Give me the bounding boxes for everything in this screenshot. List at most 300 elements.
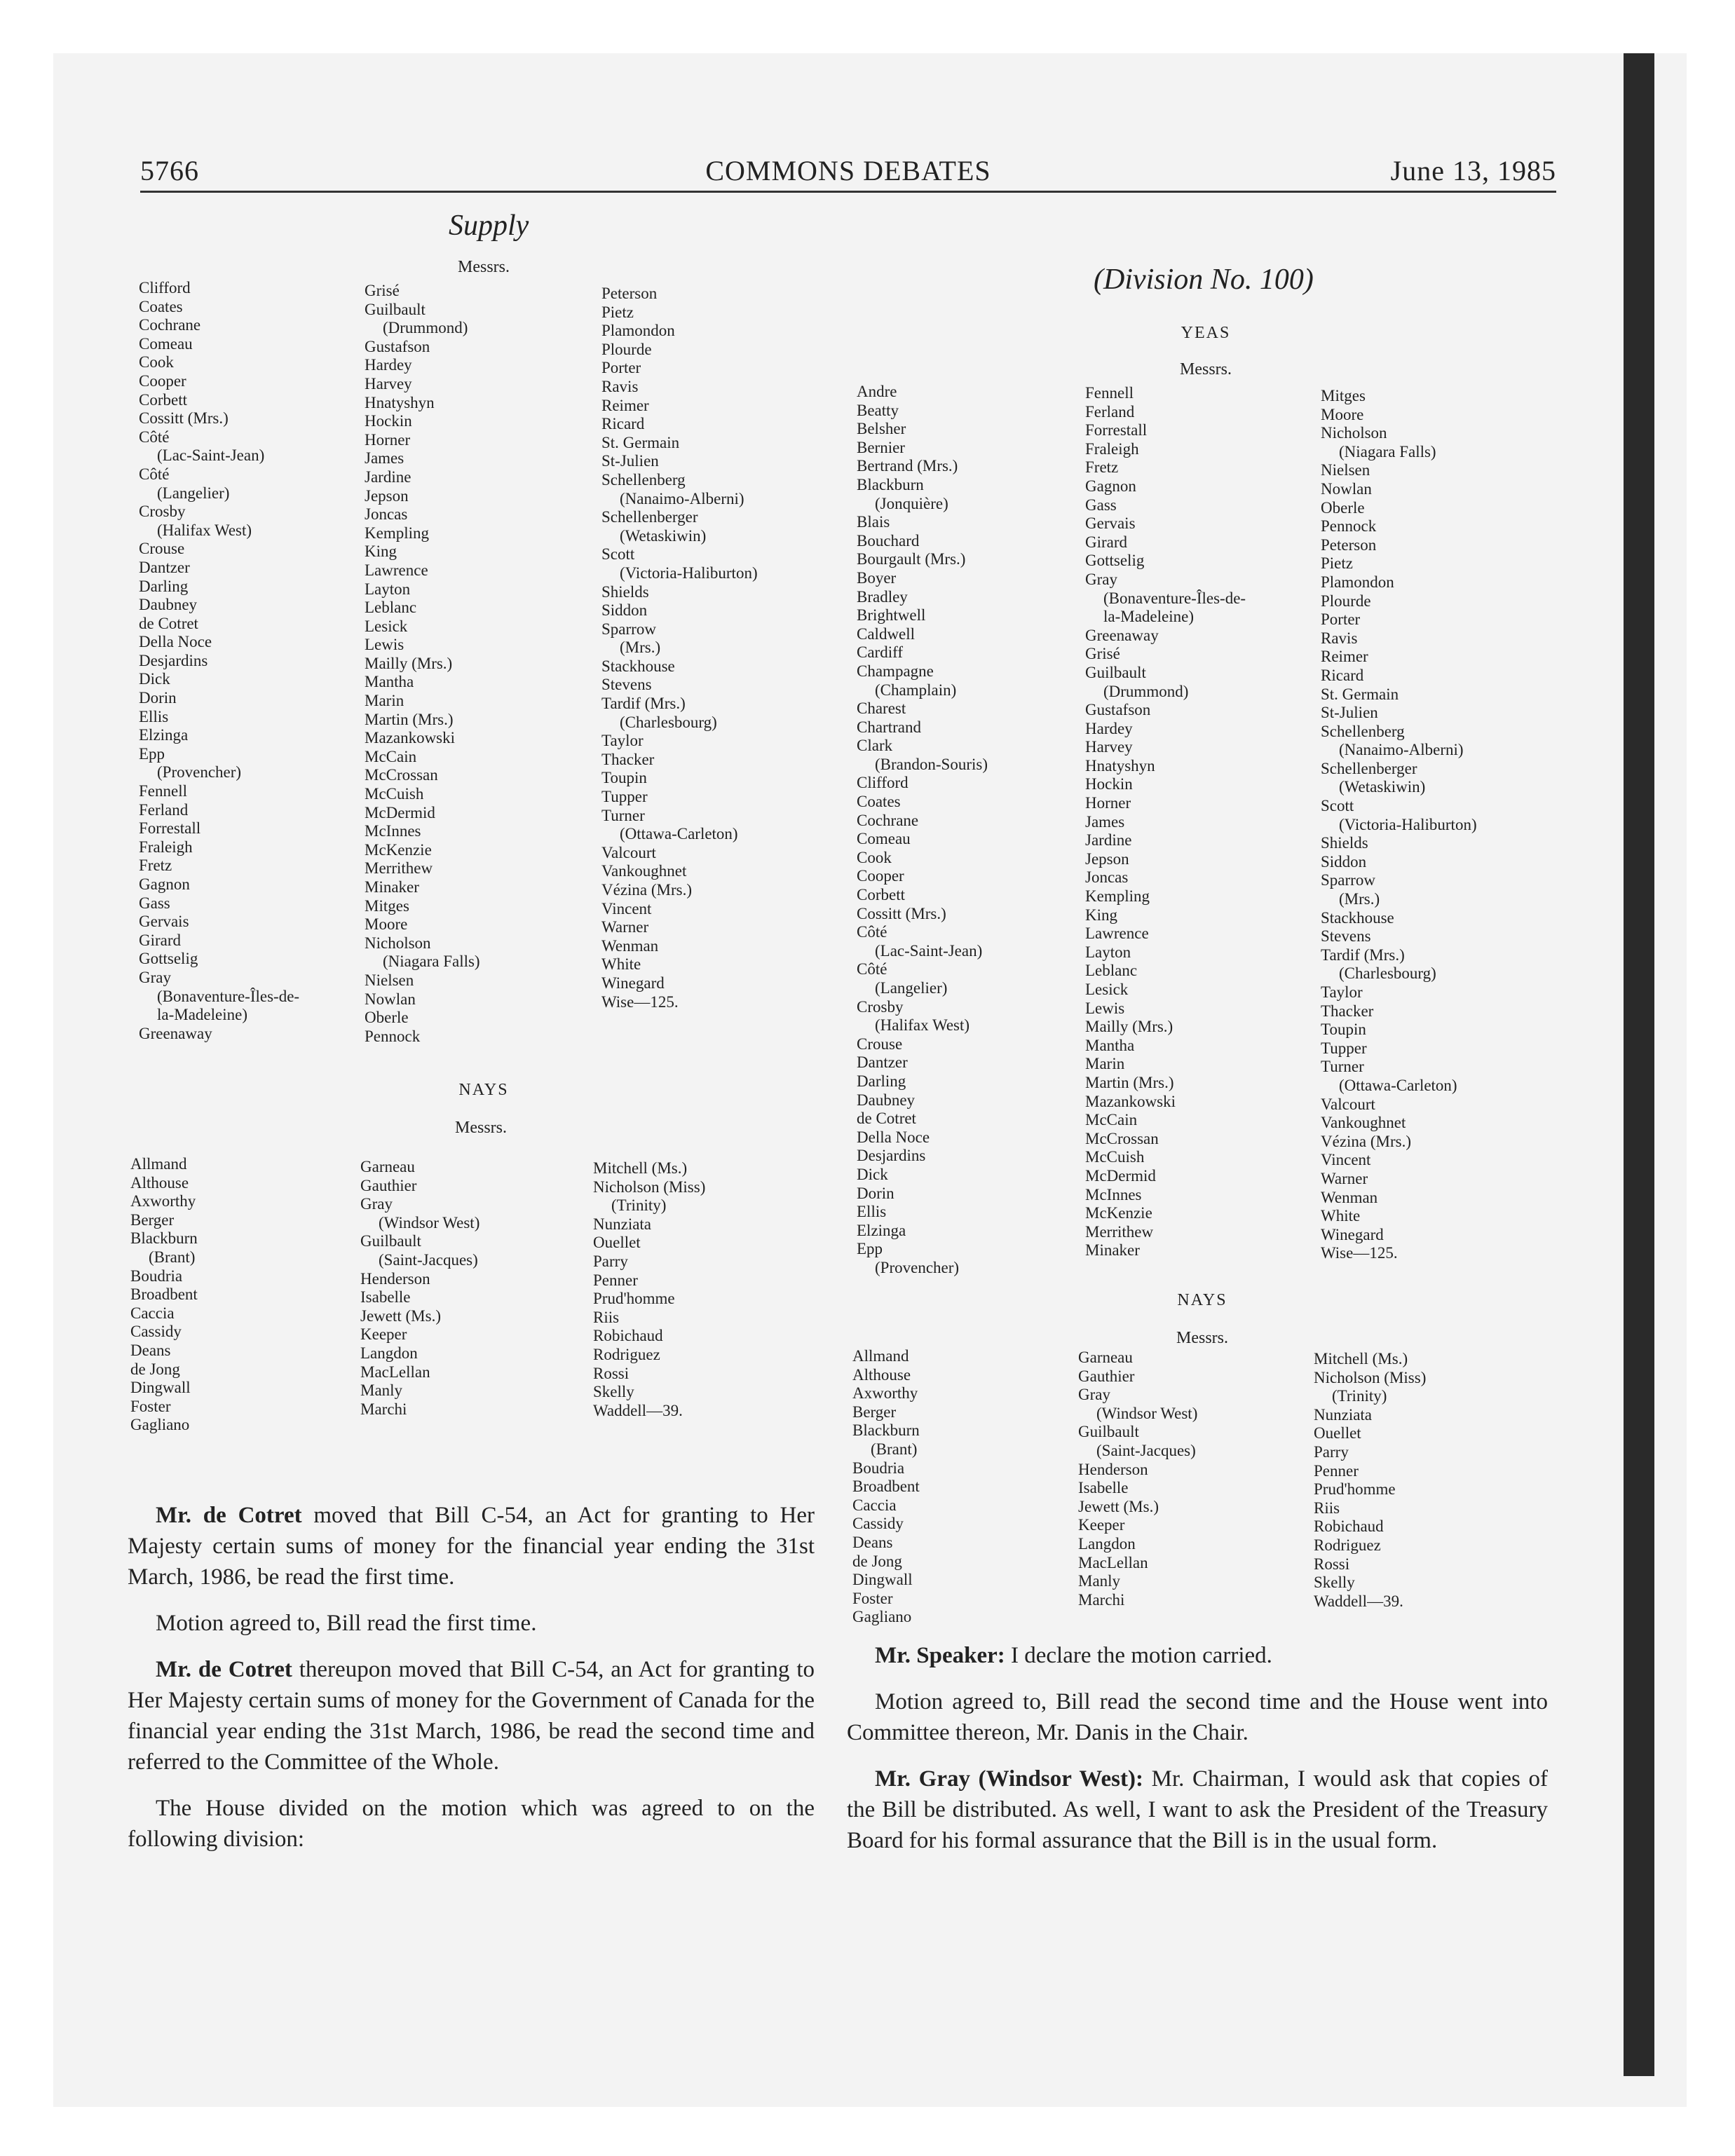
member-name: Girard bbox=[139, 931, 182, 949]
member-name: Skelly bbox=[593, 1383, 634, 1401]
member-name: Girard bbox=[1085, 533, 1128, 551]
member-name: Caccia bbox=[130, 1304, 175, 1322]
member-name: Harvey bbox=[1085, 738, 1133, 756]
paragraph-text: Motion agreed to, Bill read the second time and the House went into Committee thereon, Mr. Danis in the Chair. bbox=[847, 1689, 1548, 1745]
member-name: Dorin bbox=[139, 689, 177, 707]
member-name: Vankoughnet bbox=[601, 862, 687, 880]
member-name: Corbett bbox=[857, 886, 905, 904]
member-name: Scott bbox=[601, 545, 635, 564]
member-name: Coates bbox=[139, 297, 183, 315]
member-name: Beatty bbox=[857, 401, 899, 419]
member-name: Epp bbox=[857, 1240, 883, 1258]
member-name: Minaker bbox=[1085, 1241, 1140, 1260]
member-name: Tupper bbox=[1321, 1039, 1367, 1057]
member-name: Ellis bbox=[857, 1203, 887, 1221]
member-name: Vincent bbox=[1321, 1151, 1371, 1169]
member-name: Moore bbox=[365, 915, 408, 934]
member-name: Ravis bbox=[601, 377, 639, 395]
member-name: Gray bbox=[1085, 570, 1117, 588]
member-name: Crouse bbox=[139, 540, 185, 558]
member-name: Allmand bbox=[852, 1347, 909, 1365]
member-name: Hockin bbox=[365, 412, 412, 430]
member-name: Dick bbox=[857, 1165, 888, 1183]
member-name: Boudria bbox=[852, 1459, 905, 1477]
member-name: Peterson bbox=[601, 285, 658, 302]
member-name: Jepson bbox=[365, 486, 409, 505]
member-name: Ferland bbox=[1085, 402, 1135, 421]
riding-name: (Mrs.) bbox=[1339, 890, 1380, 908]
right-yeas-label: Messrs. bbox=[1179, 360, 1232, 378]
member-name: Berger bbox=[130, 1210, 175, 1229]
member-name: Gauthier bbox=[360, 1176, 417, 1194]
member-name: Cochrane bbox=[139, 316, 201, 334]
page-date: June 13, 1985 bbox=[1390, 155, 1556, 186]
member-name: Turner bbox=[1321, 1058, 1364, 1076]
member-name: Shields bbox=[1321, 834, 1368, 852]
member-name: Nicholson bbox=[1321, 424, 1387, 442]
riding-name: (Ottawa-Carleton) bbox=[1339, 1076, 1457, 1094]
member-name: Kempling bbox=[1085, 887, 1150, 906]
member-name: McKenzie bbox=[1085, 1204, 1152, 1222]
member-name: Reimer bbox=[1321, 648, 1368, 666]
member-name: Guilbault bbox=[1085, 663, 1146, 681]
right-nays-label: Messrs. bbox=[1176, 1329, 1228, 1347]
member-name: Isabelle bbox=[360, 1288, 411, 1306]
member-name: Cossitt (Mrs.) bbox=[857, 904, 946, 922]
member-name: Porter bbox=[1321, 610, 1361, 629]
member-name: Grisé bbox=[365, 282, 400, 299]
member-name: Siddon bbox=[601, 601, 648, 620]
member-name: Althouse bbox=[130, 1173, 189, 1192]
member-name: Blais bbox=[857, 513, 890, 531]
member-name: Rossi bbox=[593, 1364, 630, 1382]
member-name: Vankoughnet bbox=[1321, 1114, 1406, 1132]
member-name: Gray bbox=[360, 1195, 393, 1213]
member-name: James bbox=[1085, 812, 1125, 831]
member-name: Warner bbox=[601, 918, 649, 936]
member-name: Wise—125. bbox=[601, 992, 679, 1011]
member-name: Dingwall bbox=[130, 1379, 191, 1397]
member-name: Riis bbox=[593, 1308, 620, 1326]
speaker-name: Mr. Speaker: bbox=[875, 1643, 1005, 1668]
member-name: Lawrence bbox=[1085, 925, 1149, 943]
member-name: Deans bbox=[852, 1533, 893, 1551]
member-name: Fraleigh bbox=[139, 838, 193, 856]
member-name: Peterson bbox=[1321, 535, 1377, 554]
member-name: Desjardins bbox=[139, 651, 208, 669]
member-name: Cossitt (Mrs.) bbox=[139, 409, 229, 428]
member-name: Nielsen bbox=[365, 971, 414, 989]
member-name: de Jong bbox=[852, 1552, 902, 1570]
riding-name: (Charlesbourg) bbox=[1339, 964, 1436, 983]
member-name: Mitchell (Ms.) bbox=[1314, 1350, 1408, 1367]
member-name: Blackburn bbox=[852, 1421, 920, 1440]
paragraph bbox=[847, 1763, 1548, 1856]
member-name: Crouse bbox=[857, 1035, 903, 1053]
member-name: Stevens bbox=[601, 676, 652, 694]
member-name: Kempling bbox=[365, 524, 429, 542]
member-name: Schellenberger bbox=[601, 508, 698, 526]
member-name: Coates bbox=[857, 793, 901, 811]
member-name: Henderson bbox=[360, 1269, 430, 1288]
member-name: Cook bbox=[139, 353, 174, 371]
riding-name: la-Madeleine) bbox=[1103, 608, 1194, 626]
member-name: Cooper bbox=[139, 371, 186, 390]
member-name: Gagnon bbox=[139, 875, 190, 893]
member-name: Mazankowski bbox=[1085, 1092, 1176, 1110]
right-nays-col-2 bbox=[1078, 1349, 1197, 1609]
member-name: Shields bbox=[601, 582, 649, 601]
member-name: McCrossan bbox=[1085, 1129, 1159, 1147]
member-name: Gustafson bbox=[365, 337, 430, 355]
member-name: Epp bbox=[139, 744, 165, 763]
member-name: St-Julien bbox=[601, 452, 659, 470]
member-name: Côté bbox=[139, 428, 170, 446]
speaker-name: Mr. de Cotret bbox=[156, 1503, 302, 1528]
member-name: Gray bbox=[1078, 1386, 1110, 1404]
member-name: Isabelle bbox=[1078, 1479, 1129, 1497]
member-name: Keeper bbox=[1078, 1516, 1125, 1534]
member-name: Waddell—39. bbox=[1314, 1592, 1403, 1610]
riding-name: (Niagara Falls) bbox=[383, 953, 480, 971]
riding-name: (Charlesbourg) bbox=[620, 713, 717, 731]
member-name: McDermid bbox=[1085, 1166, 1156, 1185]
right-yeas-col-2 bbox=[1085, 384, 1246, 1260]
member-name: Keeper bbox=[360, 1325, 407, 1344]
right-prose bbox=[847, 1640, 1548, 1871]
member-name: Langdon bbox=[1078, 1534, 1136, 1553]
member-name: Nowlan bbox=[1321, 479, 1372, 498]
member-name: Stevens bbox=[1321, 927, 1371, 946]
member-name: Toupin bbox=[601, 769, 647, 787]
paragraph-text: Mr. Chairman, I would ask that copies of the Bill be distributed. As well, I want to ask the President of the Treasury Board for his formal assurance that the Bill is in the usual form. bbox=[847, 1766, 1549, 1853]
member-name: Mitges bbox=[1321, 387, 1366, 404]
member-name: Forrestall bbox=[139, 819, 201, 838]
riding-name: (Trinity) bbox=[611, 1196, 667, 1215]
member-name: Gottselig bbox=[1085, 552, 1145, 570]
member-name: Della Noce bbox=[857, 1128, 930, 1146]
member-name: Clifford bbox=[139, 279, 191, 296]
member-name: Leblanc bbox=[1085, 962, 1138, 980]
member-name: Robichaud bbox=[1314, 1517, 1384, 1536]
member-name: Corbett bbox=[139, 390, 187, 409]
member-name: Wenman bbox=[1321, 1188, 1378, 1206]
member-name: Guilbault bbox=[1078, 1423, 1139, 1441]
member-name: Greenaway bbox=[139, 1024, 212, 1042]
member-name: Mazankowski bbox=[365, 729, 456, 747]
riding-name: (Provencher) bbox=[875, 1258, 960, 1276]
member-name: Gagliano bbox=[130, 1416, 190, 1434]
member-name: Della Noce bbox=[139, 633, 212, 651]
member-name: Gervais bbox=[139, 913, 189, 931]
member-name: Darling bbox=[857, 1072, 906, 1090]
member-name: Mitges bbox=[365, 896, 409, 915]
member-name: Rodriguez bbox=[593, 1345, 660, 1363]
speaker-name: Mr. Gray (Windsor West): bbox=[875, 1766, 1143, 1792]
member-name: Plourde bbox=[601, 340, 652, 358]
member-name: White bbox=[601, 955, 641, 974]
member-name: Taylor bbox=[601, 732, 644, 750]
member-name: Boudria bbox=[130, 1267, 183, 1285]
member-name: Porter bbox=[601, 359, 641, 377]
paragraph bbox=[847, 1686, 1548, 1748]
member-name: Fraleigh bbox=[1085, 439, 1139, 458]
member-name: Plamondon bbox=[601, 322, 675, 340]
member-name: St. Germain bbox=[601, 433, 680, 451]
member-name: Pietz bbox=[601, 303, 634, 321]
member-name: Schellenberg bbox=[601, 470, 686, 489]
member-name: Wise—125. bbox=[1321, 1244, 1398, 1262]
member-name: Marin bbox=[365, 692, 404, 710]
member-name: Côté bbox=[857, 960, 887, 978]
member-name: Blackburn bbox=[130, 1229, 198, 1248]
member-name: Henderson bbox=[1078, 1460, 1148, 1478]
member-name: Siddon bbox=[1321, 852, 1367, 871]
member-name: Fretz bbox=[1085, 458, 1119, 477]
left-yeas-col-2 bbox=[365, 282, 480, 1046]
member-name: Martin (Mrs.) bbox=[365, 710, 454, 728]
member-name: Hockin bbox=[1085, 775, 1133, 793]
member-name: Schellenberger bbox=[1321, 759, 1417, 777]
member-name: Crosby bbox=[857, 997, 904, 1016]
member-name: McCuish bbox=[1085, 1148, 1145, 1166]
left-nays-label: Messrs. bbox=[454, 1119, 507, 1137]
member-name: St-Julien bbox=[1321, 704, 1378, 722]
member-name: Chartrand bbox=[857, 718, 921, 736]
member-name: Hnatyshyn bbox=[1085, 756, 1155, 775]
member-name: King bbox=[1085, 906, 1117, 924]
paragraph bbox=[847, 1640, 1548, 1671]
member-name: Berger bbox=[852, 1403, 897, 1421]
member-name: Ouellet bbox=[1314, 1424, 1361, 1442]
member-name: King bbox=[365, 543, 397, 561]
left-nays-heading: NAYS bbox=[458, 1081, 509, 1099]
member-name: Tardif (Mrs.) bbox=[1321, 946, 1405, 964]
member-name: Marchi bbox=[1078, 1590, 1125, 1609]
member-name: Foster bbox=[852, 1589, 893, 1607]
member-name: Nicholson (Miss) bbox=[1314, 1368, 1427, 1386]
member-name: Forrestall bbox=[1085, 421, 1148, 439]
member-name: Thacker bbox=[601, 750, 655, 768]
member-name: McInnes bbox=[365, 822, 421, 840]
paragraph-text: thereupon moved that Bill C-54, an Act for granting to Her Majesty certain sums of money for the Government of Canada for the financial year ending the 31st March, 1986, be read the second time and referred to the Committee of the Whole. bbox=[128, 1657, 815, 1775]
riding-name: (Ottawa-Carleton) bbox=[620, 825, 738, 843]
member-name: St. Germain bbox=[1321, 685, 1399, 703]
riding-name: (Niagara Falls) bbox=[1339, 442, 1436, 460]
member-name: Pennock bbox=[1321, 517, 1377, 535]
member-name: Gagnon bbox=[1085, 477, 1136, 495]
speaker-name: Mr. de Cotret bbox=[156, 1657, 292, 1682]
member-name: Elzinga bbox=[857, 1221, 906, 1239]
member-name: Côté bbox=[139, 465, 170, 483]
member-name: Darling bbox=[139, 577, 189, 595]
riding-name: (Langelier) bbox=[157, 484, 230, 502]
member-name: Bertrand (Mrs.) bbox=[857, 457, 958, 475]
member-name: Bradley bbox=[857, 587, 908, 606]
member-name: Nicholson bbox=[365, 934, 431, 952]
member-name: Gass bbox=[139, 894, 170, 912]
riding-name: (Nanaimo-Alberni) bbox=[620, 489, 744, 507]
member-name: Gottselig bbox=[139, 950, 198, 968]
riding-name: (Jonquière) bbox=[875, 494, 948, 512]
member-name: Vézina (Mrs.) bbox=[1321, 1132, 1412, 1150]
member-name: Tardif (Mrs.) bbox=[601, 695, 686, 713]
riding-name: (Windsor West) bbox=[379, 1213, 480, 1231]
member-name: Belsher bbox=[857, 420, 906, 438]
member-name: Hardey bbox=[365, 356, 412, 374]
member-name: Dantzer bbox=[139, 558, 190, 576]
riding-name: (Brandon-Souris) bbox=[875, 755, 988, 773]
member-name: Hnatyshyn bbox=[365, 393, 435, 411]
member-name: Riis bbox=[1314, 1499, 1340, 1517]
right-nays-heading: NAYS bbox=[1177, 1291, 1227, 1309]
riding-name: (Drummond) bbox=[383, 319, 468, 337]
member-name: Gray bbox=[139, 968, 171, 986]
member-name: de Cotret bbox=[857, 1110, 916, 1128]
member-name: Merrithew bbox=[365, 859, 433, 878]
left-yeas-col-1 bbox=[139, 279, 299, 1043]
member-name: Thacker bbox=[1321, 1002, 1374, 1020]
member-name: Plourde bbox=[1321, 592, 1371, 610]
paragraph bbox=[128, 1654, 815, 1778]
member-name: Langdon bbox=[360, 1344, 418, 1362]
member-name: Sparrow bbox=[1321, 871, 1375, 889]
member-name: Cook bbox=[857, 848, 892, 866]
right-yeas-heading: YEAS bbox=[1181, 324, 1231, 342]
member-name: Prud'homme bbox=[593, 1290, 675, 1308]
member-name: Althouse bbox=[852, 1365, 911, 1384]
member-name: Mailly (Mrs.) bbox=[1085, 1018, 1173, 1036]
member-name: Gustafson bbox=[1085, 701, 1151, 719]
member-name: Deans bbox=[130, 1341, 171, 1359]
member-name: Guilbault bbox=[360, 1232, 421, 1250]
division-title: (Division No. 100) bbox=[1094, 264, 1314, 296]
riding-name: (Langelier) bbox=[875, 979, 948, 997]
member-name: Jepson bbox=[1085, 850, 1129, 868]
member-name: Crosby bbox=[139, 503, 186, 521]
member-name: Ricard bbox=[1321, 666, 1364, 684]
member-name: Foster bbox=[130, 1397, 171, 1415]
member-name: Minaker bbox=[365, 878, 419, 896]
riding-name: (Saint-Jacques) bbox=[1096, 1441, 1196, 1459]
member-name: Gauthier bbox=[1078, 1367, 1135, 1385]
member-name: Cassidy bbox=[130, 1323, 182, 1341]
member-name: Parry bbox=[1314, 1442, 1349, 1461]
riding-name: (Brant) bbox=[149, 1248, 196, 1266]
member-name: de Cotret bbox=[139, 614, 198, 632]
page-header bbox=[140, 154, 1556, 196]
riding-name: (Brant) bbox=[871, 1440, 918, 1458]
member-name: Fretz bbox=[139, 857, 172, 875]
member-name: Comeau bbox=[139, 334, 193, 353]
member-name: Clark bbox=[857, 737, 893, 755]
riding-name: (Champlain) bbox=[875, 681, 957, 699]
member-name: Tupper bbox=[601, 788, 648, 806]
member-name: Caldwell bbox=[857, 625, 916, 643]
member-name: Lawrence bbox=[365, 561, 428, 579]
member-name: Axworthy bbox=[852, 1384, 918, 1403]
member-name: Merrithew bbox=[1085, 1222, 1154, 1241]
riding-name: (Halifax West) bbox=[157, 521, 252, 539]
riding-name: (Victoria-Haliburton) bbox=[620, 564, 758, 582]
left-nays-col-1 bbox=[130, 1155, 198, 1435]
riding-name: (Bonaventure-Îles-de- bbox=[157, 987, 300, 1005]
member-name: James bbox=[365, 449, 404, 468]
scan-edge-bar bbox=[1624, 53, 1654, 2076]
member-name: Cochrane bbox=[857, 811, 919, 829]
member-name: Vincent bbox=[601, 899, 652, 917]
riding-name: (Halifax West) bbox=[875, 1016, 970, 1035]
member-name: Nicholson (Miss) bbox=[593, 1178, 706, 1196]
left-nays-col-3 bbox=[593, 1159, 705, 1420]
member-name: Joncas bbox=[1085, 868, 1129, 887]
right-yeas-col-3 bbox=[1321, 387, 1477, 1263]
member-name: Parry bbox=[593, 1252, 628, 1270]
riding-name: (Mrs.) bbox=[620, 639, 661, 657]
member-name: Valcourt bbox=[1321, 1095, 1375, 1113]
member-name: Daubney bbox=[857, 1091, 916, 1109]
left-yeas-col-3 bbox=[601, 285, 758, 1011]
member-name: Manly bbox=[1078, 1572, 1121, 1590]
member-name: Cardiff bbox=[857, 643, 904, 662]
left-nays-col-2 bbox=[360, 1158, 479, 1419]
member-name: Vézina (Mrs.) bbox=[601, 881, 693, 899]
riding-name: (Lac-Saint-Jean) bbox=[157, 446, 265, 465]
member-name: Champagne bbox=[857, 662, 934, 680]
section-title: Supply bbox=[449, 210, 529, 242]
member-name: Jewett (Ms.) bbox=[1078, 1497, 1159, 1515]
member-name: MacLellan bbox=[360, 1363, 430, 1381]
member-name: Jewett (Ms.) bbox=[360, 1306, 441, 1325]
member-name: Côté bbox=[857, 923, 887, 941]
member-name: Nunziata bbox=[1314, 1405, 1373, 1424]
member-name: de Jong bbox=[130, 1360, 180, 1378]
member-name: Harvey bbox=[365, 374, 412, 393]
member-name: Rossi bbox=[1314, 1555, 1350, 1573]
member-name: Charest bbox=[857, 700, 906, 718]
member-name: Dick bbox=[139, 670, 170, 688]
riding-name: (Wetaskiwin) bbox=[620, 526, 707, 545]
member-name: Scott bbox=[1321, 797, 1354, 815]
member-name: Marchi bbox=[360, 1400, 407, 1418]
member-name: McKenzie bbox=[365, 840, 432, 859]
paragraph-text: moved that Bill C-54, an Act for granting to Her Majesty certain sums of money for the financial year ending the 31st March, 1986, be read the first time. bbox=[128, 1503, 815, 1590]
member-name: Horner bbox=[1085, 794, 1131, 812]
right-nays-col-1 bbox=[852, 1347, 920, 1627]
riding-name: (Lac-Saint-Jean) bbox=[875, 941, 983, 960]
member-name: Plamondon bbox=[1321, 573, 1394, 591]
member-name: Leblanc bbox=[365, 599, 417, 617]
member-name: Marin bbox=[1085, 1055, 1125, 1073]
paragraph bbox=[128, 1608, 815, 1639]
member-name: Oberle bbox=[365, 1009, 409, 1027]
left-yeas-label: Messrs. bbox=[457, 258, 510, 276]
member-name: Garneau bbox=[360, 1158, 415, 1175]
member-name: Greenaway bbox=[1085, 626, 1159, 644]
member-name: Comeau bbox=[857, 830, 911, 848]
paragraph bbox=[128, 1500, 815, 1592]
paragraph-text: The House divided on the motion which was agreed to on the following division: bbox=[128, 1796, 815, 1852]
member-name: Joncas bbox=[365, 505, 408, 524]
riding-name: (Bonaventure-Îles-de- bbox=[1103, 589, 1246, 607]
member-name: Lesick bbox=[1085, 981, 1129, 998]
member-name: Clifford bbox=[857, 774, 909, 792]
member-name: Layton bbox=[1085, 943, 1131, 961]
member-name: Layton bbox=[365, 580, 411, 598]
member-name: Bourgault (Mrs.) bbox=[857, 550, 966, 568]
member-name: Ferland bbox=[139, 800, 189, 819]
member-name: Stackhouse bbox=[1321, 908, 1394, 927]
